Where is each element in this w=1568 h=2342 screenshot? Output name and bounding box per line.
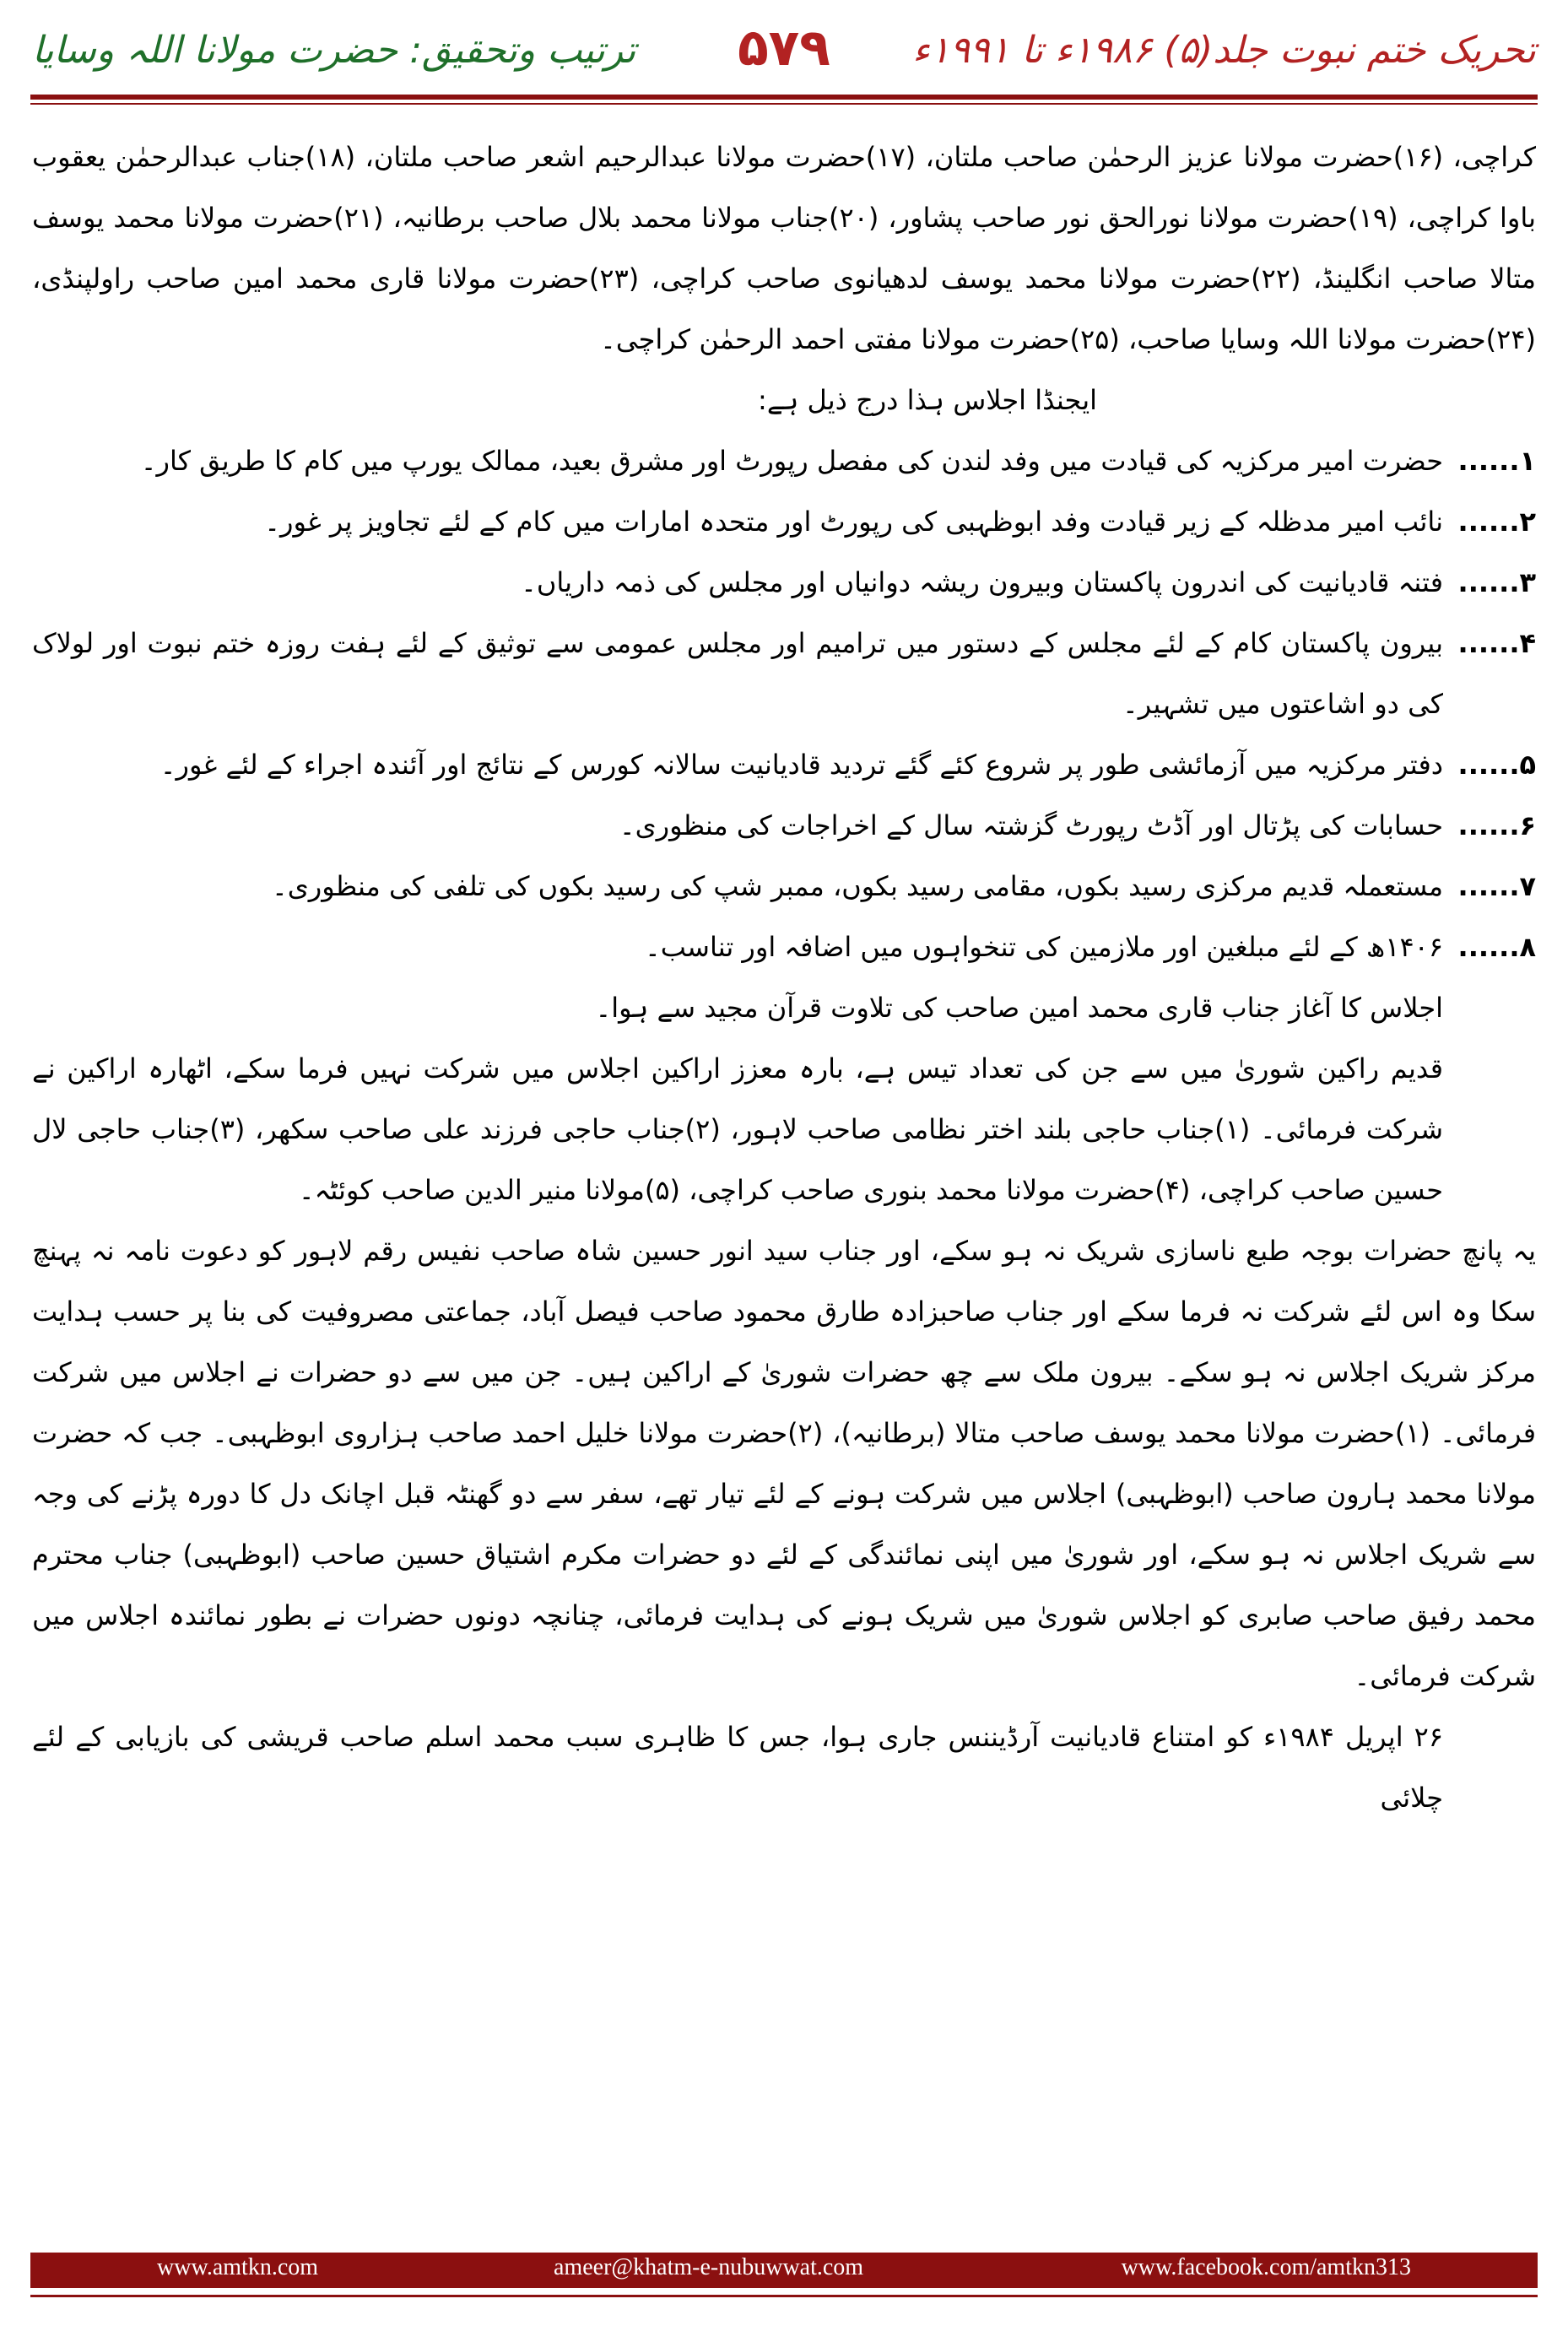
attendees-paragraph: کراچی، (۱۶)حضرت مولانا عزیز الرحمٰن صاحب ملتان، (۱۷)حضرت مولانا عبدالرحیم اشعر صاحب ملتان، (۱۸)جناب عبدالرحمٰن یعقوب باوا کراچی، (۱۹)حضرت مولانا نورالحق نور صاحب پشاور، (۲۰)جناب مولانا محمد بلال صاحب برطانیہ، (۲۱)حضرت مولانا محمد یوسف متالا صاحب انگلینڈ، (۲۲)حضرت مولانا محمد یوسف لدھیانوی صاحب کراچی، (۲۳)حضرت مولانا قاری محمد امین صاحب راولپنڈی، (۲۴)حضرت مولانا اللہ وسایا صاحب، (۲۵)حضرت مولانا مفتی احمد الرحمٰن کراچی۔ <box>32 141 1536 355</box>
page-header <box>0 0 1568 118</box>
agenda-text: دفتر مرکزیہ میں آزمائشی طور پر شروع کئے گئے تردید قادیانیت سالانہ کورس کے نتائج اور آئندہ اجراء کے لئے غور۔ <box>160 749 1443 781</box>
agenda-number: ۲...... <box>1457 506 1536 538</box>
header-rule-thin <box>30 103 1538 105</box>
agenda-item <box>32 491 1536 552</box>
agenda-item <box>32 734 1536 795</box>
agenda-item <box>32 917 1536 977</box>
agenda-number: ۴...... <box>1457 627 1536 659</box>
agenda-number: ۷...... <box>1457 870 1536 902</box>
agenda-number: ۸...... <box>1457 931 1536 963</box>
agenda-item <box>32 430 1536 491</box>
agenda-number: ۵...... <box>1457 749 1536 781</box>
opening-paragraph: اجلاس کا آغاز جناب قاری محمد امین صاحب کی تلاوت قرآن مجید سے ہوا۔ <box>595 992 1443 1024</box>
page-footer <box>30 2253 1538 2312</box>
header-rule <box>30 95 1538 100</box>
agenda-item <box>32 795 1536 856</box>
agenda-number: ۶...... <box>1457 809 1536 841</box>
agenda-item <box>32 613 1536 734</box>
email-link[interactable]: ameer@khatm-e-nubuwwat.com <box>554 2254 864 2280</box>
agenda-text: ۱۴۰۶ھ کے لئے مبلغین اور ملازمین کی تنخواہوں میں اضافہ اور تناسب۔ <box>644 931 1443 963</box>
facebook-link[interactable]: www.facebook.com/amtkn313 <box>1121 2254 1411 2280</box>
agenda-text: مستعملہ قدیم مرکزی رسید بکوں، مقامی رسید بکوں، ممبر شپ کی رسید بکوں کی تلفی کی منظوری۔ <box>271 870 1443 902</box>
agenda-item <box>32 856 1536 917</box>
agenda-item <box>32 552 1536 613</box>
book-title: تحریک ختم نبوت جلد(۵) ۱۹۸۶ء تا ۱۹۹۱ء <box>912 29 1536 72</box>
website-link[interactable]: www.amtkn.com <box>157 2254 319 2280</box>
agenda-text: بیرون پاکستان کام کے لئے مجلس کے دستور میں ترامیم اور مجلس عمومی سے توثیق کے لئے ہفت روزہ ختم نبوت اور لولاک کی دو اشاعتوں میں تشہیر۔ <box>32 627 1443 720</box>
agenda-text: نائب امیر مدظلہ کے زیر قیادت وفد ابوظہبی کی رپورٹ اور متحدہ امارات میں کام کے لئے تجاویز پر غور۔ <box>264 506 1443 538</box>
attendance-paragraph: قدیم راکین شوریٰ میں سے جن کی تعداد تیس ہے، بارہ معزز اراکین اجلاس میں شرکت نہیں فرما سکے، اٹھارہ اراکین نے شرکت فرمائی۔ (۱)جناب حاجی بلند اختر نظامی صاحب لاہور، (۲)جناب حاجی فرزند علی صاحب سکھر، (۳)جناب حاجی لال حسین صاحب کراچی، (۴)حضرت مولانا محمد بنوری صاحب کراچی، (۵)مولانا منیر الدین صاحب کوئٹہ۔ <box>32 1052 1444 1206</box>
agenda-text: حضرت امیر مرکزیہ کی قیادت میں وفد لندن کی مفصل رپورٹ اور مشرق بعید، ممالک یورپ میں کام کا طریق کار۔ <box>140 445 1443 477</box>
compiler-credit: ترتیب وتحقیق: حضرت مولانا اللہ وسایا <box>32 29 636 72</box>
agenda-number: ۱...... <box>1457 445 1536 477</box>
agenda-list <box>32 430 1536 977</box>
ordinance-paragraph: ۲۶ اپریل ۱۹۸۴ء کو امتناع قادیانیت آرڈیننس جاری ہوا، جس کا ظاہری سبب محمد اسلم صاحب قریشی کی بازیابی کے لئے چلائی <box>32 1721 1444 1814</box>
agenda-number: ۳...... <box>1457 566 1536 598</box>
page-number: ۵۷۹ <box>738 19 830 78</box>
absentees-paragraph: یہ پانچ حضرات بوجہ طبع ناسازی شریک نہ ہو سکے، اور جناب سید انور حسین شاہ صاحب نفیس رقم لاہور کو دعوت نامہ نہ پہنچ سکا وہ اس لئے شرکت نہ فرما سکے اور جناب صاحبزادہ طارق محمود صاحب فیصل آباد، جماعتی مصروفیت کی بنا پر حسب ہدایت مرکز شریک اجلاس نہ ہو سکے۔ بیرون ملک سے چھ حضرات شوریٰ کے اراکین ہیں۔ جن میں سے دو حضرات نے اجلاس میں شرکت فرمائی۔ (۱)حضرت مولانا محمد یوسف صاحب متالا (برطانیہ)، (۲)حضرت مولانا خلیل احمد صاحب ہزاروی ابوظہبی۔ جب کہ حضرت مولانا محمد ہارون صاحب (ابوظہبی) اجلاس میں شرکت ہونے کے لئے تیار تھے، سفر سے دو گھنٹہ قبل اچانک دل کا دورہ پڑنے کی وجہ سے شریک اجلاس نہ ہو سکے، اور شوریٰ میں اپنی نمائندگی کے لئے دو حضرات مکرم اشتیاق حسین صاحب (ابوظہبی) جناب محترم محمد رفیق صاحب صابری کو اجلاس شوریٰ میں شریک ہونے کی ہدایت فرمائی، چنانچہ دونوں حضرات نے بطور نمائندہ اجلاس میں شرکت فرمائی۔ <box>32 1235 1536 1692</box>
footer-rule <box>30 2295 1538 2297</box>
agenda-text: فتنہ قادیانیت کی اندرون پاکستان وبیرون ریشہ دوانیاں اور مجلس کی ذمہ داریاں۔ <box>521 566 1443 598</box>
agenda-heading: ایجنڈا اجلاس ہذا درج ذیل ہے: <box>758 384 1097 416</box>
page-body <box>32 127 1536 2207</box>
agenda-text: حسابات کی پڑتال اور آڈٹ رپورٹ گزشتہ سال کے اخراجات کی منظوری۔ <box>619 809 1443 841</box>
